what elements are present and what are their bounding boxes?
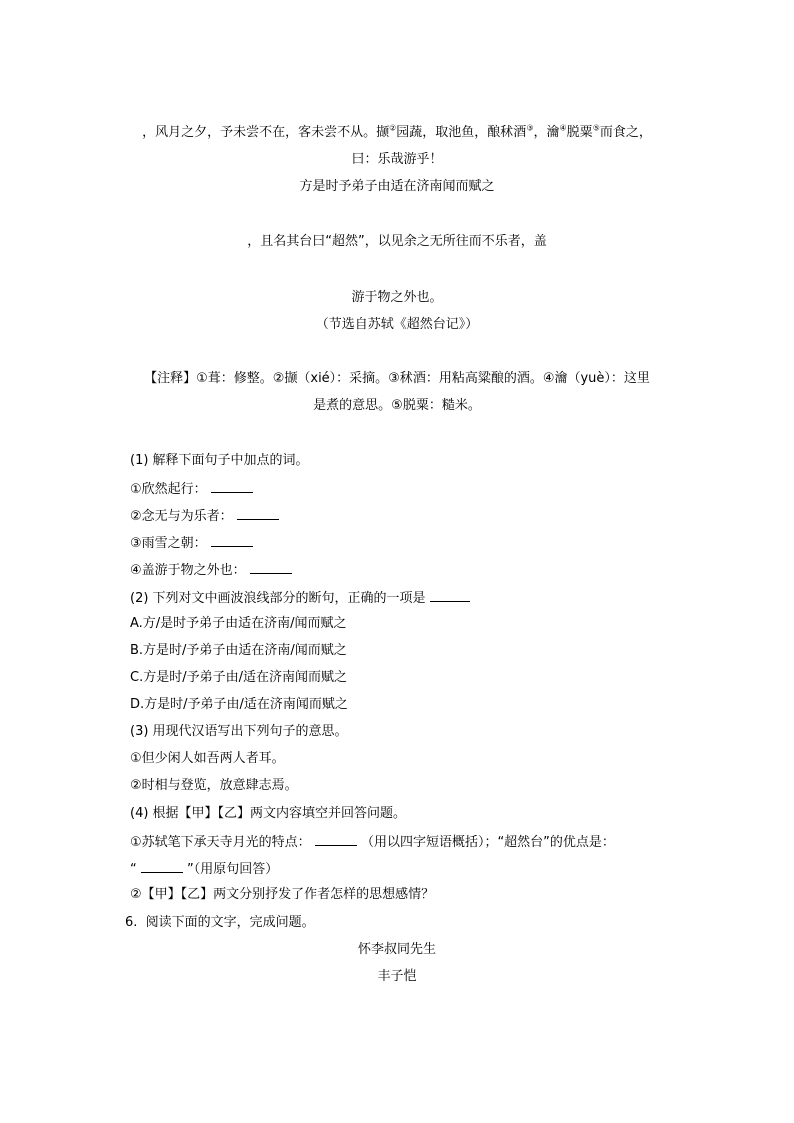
note-ref-2: ② [389,123,397,133]
q3-item-2: ②时相与登览，放意肆志焉。 [130,778,298,793]
answer-blank-q4-chaoran[interactable] [141,859,183,873]
q4-item-1-cont [130,859,278,879]
q6-header [125,914,315,932]
q2-stem-text: (2) 下列对文中画波浪线部分的断句，正确的一项是 [130,591,426,606]
q4-item-1-open-quote: “ [130,862,137,877]
note-ref-4: ④ [559,123,567,133]
q4-item-1-close: ”（用原句回答） [187,862,279,877]
q1-item-4-label: ④盖游于物之外也： [130,563,246,578]
passage-line-1-e: 而食之， [599,125,652,140]
q6-text: 阅读下面的文字，完成问题。 [145,915,315,930]
note-ref-5: ⑤ [592,123,600,133]
q4-item-1-b: （用以四字短语概括）；“超然台”的优点是： [360,835,615,850]
passage-line-1-c: ，瀹 [533,125,560,140]
q1-stem: (1) 解释下面句子中加点的词。 [130,453,309,468]
passage-line-1-b: 园蔬，取池鱼，酿秫酒 [396,125,527,140]
q1-item-3-label: ③雨雪之朝： [130,536,207,551]
q1-item-1-label: ①欣然起行： [130,482,207,497]
answer-blank-q2[interactable] [430,588,470,602]
q4-item-1 [130,832,615,852]
q3-stem: (3) 用现代汉语写出下列句子的意思。 [130,724,348,739]
passage-line-3-wavy: 方是时予弟子由适在济南闻而赋之 [299,179,495,194]
q1-item-3 [130,533,253,553]
q4-item-1-a: ①苏轼笔下承天寺月光的特点： [130,835,311,850]
q4-item-2: ②【甲】【乙】两文分别抒发了作者怎样的思想感情？ [130,887,435,902]
answer-blank-q1-4[interactable] [250,560,292,574]
q1-item-2-label: ②念无与为乐者： [130,509,233,524]
q2-option-c: C.方是时/予弟子由/适在济南闻而赋之 [130,670,347,685]
passage-line-4: ，且名其台曰“超然”，以见余之无所往而不乐者，盖 [247,234,547,249]
q6-article-title: 怀李叔同先生 [357,942,436,957]
q2-option-d: D.方是时/予弟子由/适在济南闻而赋之 [130,697,348,712]
passage-line-2: 曰：乐哉游乎！ [351,152,443,167]
q6-article-author: 丰子恺 [377,969,417,984]
note-ref-3: ③ [526,123,534,133]
passage-line-1-d: 脱粟 [566,125,593,140]
q2-stem [130,588,470,608]
passage-source: （节选自苏轼《超然台记》） [315,317,479,332]
q6-number: 6. [125,915,138,930]
answer-blank-q1-1[interactable] [211,479,253,493]
q3-item-1: ①但少闲人如吾两人者耳。 [130,751,285,766]
q2-option-b: B.方是时/予弟子由适在济南/闻而赋之 [130,643,347,658]
answer-blank-q1-3[interactable] [211,533,253,547]
passage-line-1-a: ，风月之夕，予未尝不在，客未尝不从。撷 [142,125,390,140]
notes-line-1: 【注释】①葺：修整。②撷（xié）：采摘。③秫酒：用粘高粱酿的酒。④瀹（yuè）：这里 [144,371,650,386]
q4-stem: (4) 根据【甲】【乙】两文内容填空并回答问题。 [130,806,407,821]
answer-blank-q1-2[interactable] [237,506,279,520]
passage-line-1 [0,124,794,142]
q1-item-2 [130,506,279,526]
passage-line-5: 游于物之外也。 [351,290,443,305]
notes-line-2: 是煮的意思。⑤脱粟：糙米。 [313,398,481,413]
answer-blank-q4-moonlight[interactable] [315,832,357,846]
q1-item-4 [130,560,292,580]
q1-item-1 [130,479,253,499]
q2-option-a: A.方/是时予弟子由适在济南/闻而赋之 [130,616,347,631]
